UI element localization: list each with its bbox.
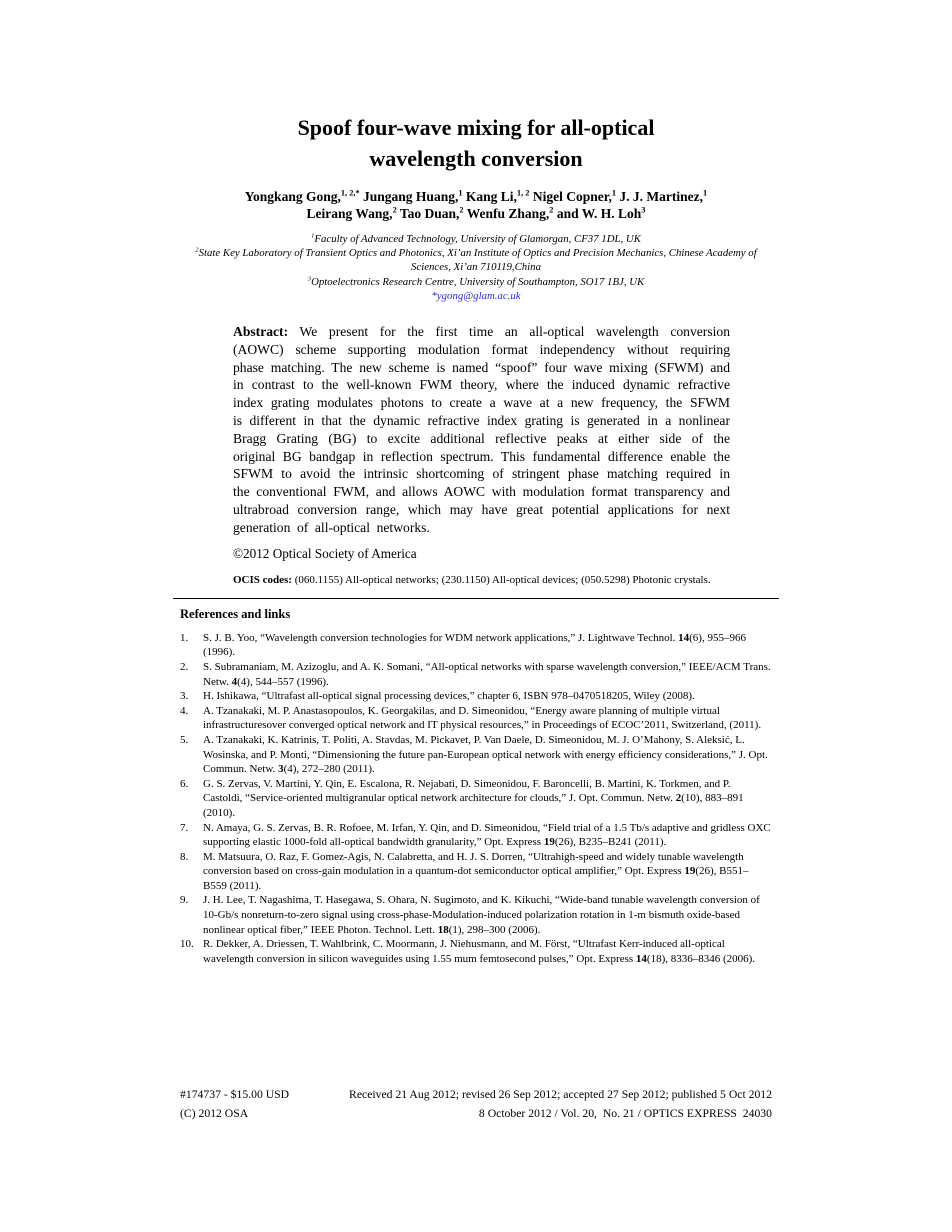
author-affiliation-superscript: 1	[611, 188, 617, 198]
paper-title	[180, 112, 772, 174]
reference-volume: 19	[543, 836, 555, 849]
reference-segment: R. Dekker, A. Driessen, T. Wahlbrink, C. Moormann, J. Niehusmann, and M. Först, “Ultrafast Kerr-induced all-optical wavelength conversion in silicon waveguides using 1.55 mum femtosecond pulses,” Opt. Express	[203, 938, 725, 965]
reference-number: 10.	[180, 938, 194, 951]
ocis-text: (060.1155) All-optical networks; (230.1150) All-optical devices; (050.5298) Photonic crystals.	[291, 573, 711, 586]
paper-title-line1: Spoof four-wave mixing for all-optical	[297, 115, 655, 140]
author-line2	[180, 205, 772, 222]
references-heading: References and links	[180, 606, 291, 621]
reference-number: 3.	[180, 690, 189, 703]
reference-segment: (26), B235–B241 (2011).	[554, 836, 667, 849]
reference-text	[203, 689, 772, 704]
affiliation-list	[180, 232, 772, 289]
reference-item	[180, 850, 772, 894]
reference-number: 6.	[180, 777, 189, 790]
reference-item	[180, 689, 772, 704]
reference-number: 7.	[180, 821, 189, 834]
abstract-text: We present for the first time an all-optical wavelength conversion (AOWC) scheme supporting modulation format independency without requiring phase matching. The new scheme is named “spoof” four wave mixing (SFWM) and in contrast to the well-known FWM theory, where the induced dynamic refractive index grating modulates photons to create a wave at a new frequency, the SFWM is different in that the dynamic refractive index grating is generated in a nonlinear Bragg Grating (BG) to excite additional reflective peaks at either side of the original BG bandgap in reflection spectrum. This fundamental difference enable the SFWM to avoid the intrinsic shortcoming of stringent phase matching required in the conventional FWM, and allows AOWC with modulation format transparency and ultrabroad conversion range, which may have great potential applications for next generation of all-optical networks.	[233, 324, 730, 535]
footer-row1	[180, 1086, 772, 1105]
reference-item	[180, 777, 772, 821]
author-name: Jungang Huang,	[359, 189, 459, 204]
author-affiliation-superscript: 1, 2,*	[340, 188, 360, 198]
reference-segment: J. H. Lee, T. Nagashima, T. Hasegawa, S. Ohara, N. Sugimoto, and K. Kikuchi, “Wide-band tunable wavelength conversion of 10-Gb/s nonreturn-to-zero signal using cross-phase-Modulation-induced polarization rotation in 1-m bismuth oxide-based nonlinear optical fiber,” IEEE Photon. Technol. Lett.	[203, 894, 760, 936]
author-line1	[180, 188, 772, 205]
reference-item	[180, 733, 772, 777]
reference-segment: M. Matsuura, O. Raz, F. Gomez-Agis, N. Calabretta, and H. J. S. Dorren, “Ultrahigh-speed and widely tunable wavelength conversion based on cross-gain modulation in a quantum-dot semiconductor optical amplifier,” Opt. Express	[203, 850, 744, 878]
reference-number: 9.	[180, 894, 189, 907]
reference-volume: 19	[684, 865, 696, 878]
reference-segment: H. Ishikawa, “Ultrafast all-optical signal processing devices,” chapter 6, ISBN 978–0470518205, Wiley (2008).	[203, 690, 695, 703]
reference-segment: (1), 298–300 (2006).	[448, 923, 541, 936]
reference-segment: S. Subramaniam, M. Azizoglu, and A. K. Somani, “All-optical networks with sparse wavelength conversion,” IEEE/ACM Trans. Netw.	[203, 660, 771, 688]
reference-volume: 4	[231, 675, 238, 688]
footer-received-dates: Received 21 Aug 2012; revised 26 Sep 2012; accepted 27 Sep 2012; published 5 Oct 2012	[349, 1088, 772, 1101]
author-affiliation-superscript: 2	[549, 205, 554, 215]
affiliations	[180, 232, 772, 303]
email-line	[180, 289, 772, 303]
reference-text	[203, 821, 772, 850]
reference-segment: A. Tzanakaki, K. Katrinis, T. Politi, A. Stavdas, M. Pickavet, P. Van Daele, D. Simeonidou, M. J. O’Mahony, S. Aleksić, L. Wosinska, and P. Monti, “Dimensioning the future pan-European optical network with energy efficiency considerations,” J. Opt. Commun. Netw.	[203, 733, 768, 776]
reference-segment: (4), 272–280 (2011).	[283, 763, 375, 776]
reference-volume: 3	[278, 763, 284, 776]
reference-volume: 18	[437, 923, 449, 936]
author-name: Yongkang Gong,	[244, 189, 341, 204]
author-name: Leirang Wang,	[306, 206, 393, 221]
reference-text	[203, 893, 772, 937]
reference-item	[180, 937, 772, 966]
reference-item	[180, 893, 772, 937]
ocis-label: OCIS codes:	[233, 573, 292, 586]
affiliation-number-superscript: 1	[311, 232, 315, 240]
page-footer	[180, 1086, 772, 1123]
reference-text	[203, 777, 772, 821]
author-affiliation-superscript: 3	[641, 205, 646, 215]
reference-text	[203, 704, 772, 733]
reference-number: 8.	[180, 850, 189, 863]
footer-row2	[180, 1105, 772, 1124]
reference-segment: (6), 955–966 (1996).	[203, 631, 746, 659]
copyright-line: ©2012 Optical Society of America	[233, 545, 417, 561]
reference-item	[180, 660, 772, 689]
reference-segment: A. Tzanakaki, M. P. Anastasopoulos, K. Georgakilas, and D. Simeonidou, “Energy aware planning of multiple virtual infrastructuresover converged optical network and IT physical resources,” in Proceedings of ECOC’2011, Switzerland, (2011).	[203, 704, 762, 732]
reference-volume: 14	[635, 952, 647, 965]
reference-text	[203, 733, 772, 777]
reference-segment: (26), B551–B559 (2011).	[203, 865, 749, 892]
author-email-link[interactable]: *ygong@glam.ac.uk	[431, 289, 521, 302]
footer-copyright-osa: (C) 2012 OSA	[180, 1106, 249, 1120]
reference-segment: G. S. Zervas, V. Martini, Y. Qin, E. Escalona, R. Nejabati, D. Simeonidou, F. Baroncelli, B. Martini, K. Torkmen, and P. Castoldi, “Service-oriented multigranular optical network architecture for clouds,” J. Opt. Commun. Netw.	[203, 777, 731, 805]
author-name: Wenfu Zhang,	[463, 206, 550, 221]
author-name: J. J. Martinez,	[616, 189, 704, 204]
reference-volume: 2	[675, 792, 682, 805]
reference-number: 2.	[180, 660, 189, 673]
author-list	[180, 188, 772, 222]
reference-segment: (10), 883–891 (2010).	[203, 792, 744, 819]
reference-text	[203, 660, 772, 689]
author-affiliation-superscript: 2	[392, 205, 397, 215]
ocis-codes	[233, 573, 730, 587]
reference-item	[180, 704, 772, 733]
footer-journal-citation: 8 October 2012 / Vol. 20, No. 21 / OPTICS EXPRESS 24030	[478, 1106, 772, 1120]
section-divider	[173, 598, 779, 599]
author-name: Nigel Copner,	[529, 189, 612, 204]
abstract	[233, 323, 730, 537]
author-affiliation-superscript: 1	[458, 188, 463, 198]
reference-text	[203, 937, 772, 966]
reference-number: 1.	[180, 631, 189, 644]
affiliation-number-superscript: 3	[307, 275, 312, 283]
author-affiliation-superscript: 1, 2	[516, 188, 530, 198]
reference-segment: (4), 544–557 (1996).	[237, 675, 329, 688]
reference-text	[203, 850, 772, 894]
reference-text	[203, 631, 772, 660]
references-list	[180, 631, 772, 967]
reference-volume: 14	[678, 631, 690, 644]
abstract-label: Abstract:	[233, 324, 289, 340]
author-name: Kang Li,	[462, 189, 517, 204]
reference-segment: (18), 8336–8346 (2006).	[646, 952, 756, 965]
author-affiliation-superscript: 1	[703, 188, 708, 198]
affiliation-line: $^3$Optoelectronics Research Centre, University of Southampton, SO17 1BJ, UK	[307, 275, 645, 288]
reference-item	[180, 631, 772, 660]
affiliation-number-superscript: 2	[195, 246, 199, 254]
author-affiliation-superscript: 2	[459, 205, 464, 215]
author-name: and W. H. Loh	[553, 206, 642, 221]
author-name: Tao Duan,	[396, 206, 460, 221]
footer-article-id: #174737 - $15.00 USD	[180, 1088, 290, 1101]
reference-segment: N. Amaya, G. S. Zervas, B. R. Rofoee, M. Irfan, Y. Qin, and D. Simeonidou, “Field trial of a 1.5 Tb/s adaptive and gridless OXC supporting elastic 1000-fold all-optical bandwidth granularity,” Opt. Express	[203, 821, 771, 849]
reference-item	[180, 821, 772, 850]
paper-title-line2: wavelength conversion	[369, 146, 583, 171]
reference-number: 4.	[180, 704, 189, 717]
reference-number: 5.	[180, 733, 189, 746]
paper-content	[180, 112, 772, 977]
affiliation-line: $^1$Faculty of Advanced Technology, University of Glamorgan, CF37 1DL, UK	[311, 232, 641, 245]
reference-segment: S. J. B. Yoo, “Wavelength conversion technologies for WDM network applications,” J. Lightwave Technol.	[203, 631, 679, 644]
affiliation-line: $^2$State Key Laboratory of Transient Optics and Photonics, Xi’an Institute of Optics and Precision Mechanics, Chinese Academy of Sciences, Xi’an 710119,China	[195, 246, 757, 274]
